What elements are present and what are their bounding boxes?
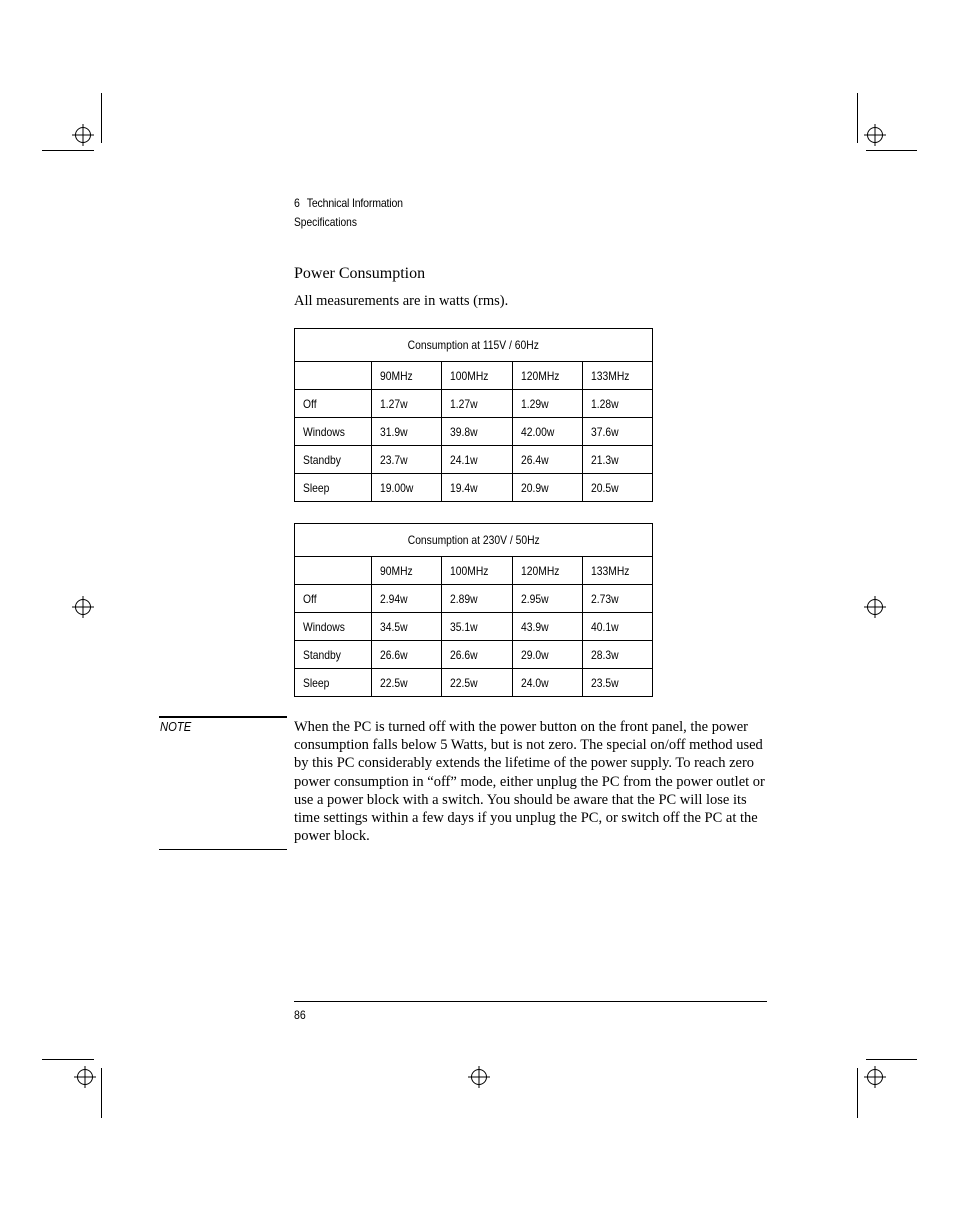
table-cell: 20.9w	[512, 474, 582, 502]
table-cell: 26.4w	[512, 446, 582, 474]
table-row	[295, 474, 653, 502]
note-text: When the PC is turned off with the power button on the front panel, the power consumption falls below 5 Watts, but is not zero. The special on/off method used by this PC considerably extends the lifetime of the power supply. To reach zero power consumption in “off” mode, either unplug the PC from the power outlet or use a power block with a switch. You should be aware that the PC will lose its time settings within a few days if you unplug the PC, or switch off the PC at the power block.	[294, 719, 765, 845]
table-caption: Consumption at 230V / 50Hz	[295, 524, 653, 557]
table-cell: 31.9w	[372, 418, 442, 446]
registration-mark-icon	[864, 1066, 886, 1088]
table-cell: Off	[295, 585, 372, 613]
table-cell: Sleep	[295, 474, 372, 502]
table-cell: 29.0w	[512, 641, 582, 669]
table-caption: Consumption at 115V / 60Hz	[295, 329, 653, 362]
table-cell: 23.5w	[582, 669, 652, 697]
table-cell: Windows	[295, 613, 372, 641]
note-rule-top	[159, 716, 287, 718]
table-cell: Standby	[295, 641, 372, 669]
table-row	[295, 446, 653, 474]
table-cell: 40.1w	[582, 613, 652, 641]
consumption-table-230v	[294, 523, 653, 697]
table-header-cell: 120MHz	[512, 362, 582, 390]
section-subheader: Specifications	[294, 215, 357, 229]
table-cell: 22.5w	[372, 669, 442, 697]
registration-mark-icon	[72, 124, 94, 146]
table-row	[295, 418, 653, 446]
table-cell: 19.00w	[372, 474, 442, 502]
table-cell: 34.5w	[372, 613, 442, 641]
table-cell: 19.4w	[442, 474, 512, 502]
table-header-cell: 120MHz	[512, 557, 582, 585]
table-cell: 37.6w	[582, 418, 652, 446]
table-row	[295, 641, 653, 669]
table-row	[295, 613, 653, 641]
table-cell: 1.27w	[442, 390, 512, 418]
table-cell: 2.73w	[582, 585, 652, 613]
table-cell: 26.6w	[372, 641, 442, 669]
table-header-row	[295, 362, 653, 390]
table-cell: 2.94w	[372, 585, 442, 613]
table-cell: 28.3w	[582, 641, 652, 669]
table-cell: 26.6w	[442, 641, 512, 669]
table-header-cell	[295, 362, 372, 390]
table-cell: Off	[295, 390, 372, 418]
footer-rule	[294, 1001, 767, 1002]
table-cell: 21.3w	[582, 446, 652, 474]
table-cell: 22.5w	[442, 669, 512, 697]
table-header-row	[295, 557, 653, 585]
registration-mark-icon	[864, 596, 886, 618]
page-number: 86	[294, 1008, 306, 1022]
table-cell: 1.28w	[582, 390, 652, 418]
section-title: Power Consumption	[294, 265, 426, 282]
table-header-cell: 100MHz	[442, 557, 512, 585]
table-cell: 42.00w	[512, 418, 582, 446]
consumption-table-115v	[294, 328, 653, 502]
table-header-cell: 100MHz	[442, 362, 512, 390]
table-header-cell: 133MHz	[582, 362, 652, 390]
table-header-cell: 90MHz	[372, 362, 442, 390]
table-cell: Standby	[295, 446, 372, 474]
running-header	[294, 196, 403, 210]
table-cell: Windows	[295, 418, 372, 446]
table-row	[295, 390, 653, 418]
table-row	[295, 585, 653, 613]
table-cell: 35.1w	[442, 613, 512, 641]
chapter-title: Technical Information	[306, 196, 403, 210]
registration-mark-icon	[468, 1066, 490, 1088]
registration-mark-icon	[72, 596, 94, 618]
table-caption-row	[295, 329, 653, 362]
registration-mark-icon	[864, 124, 886, 146]
table-cell: 39.8w	[442, 418, 512, 446]
table-cell: 23.7w	[372, 446, 442, 474]
intro-text: All measurements are in watts (rms).	[294, 293, 509, 309]
table-cell: 24.1w	[442, 446, 512, 474]
table-cell: 20.5w	[582, 474, 652, 502]
table-cell: 1.29w	[512, 390, 582, 418]
table-header-cell: 90MHz	[372, 557, 442, 585]
table-cell: 2.95w	[512, 585, 582, 613]
note-label: NOTE	[160, 720, 192, 734]
table-cell: 2.89w	[442, 585, 512, 613]
note-rule-bottom	[159, 849, 287, 850]
table-row	[295, 669, 653, 697]
table-header-cell: 133MHz	[582, 557, 652, 585]
table-cell: 43.9w	[512, 613, 582, 641]
table-cell: Sleep	[295, 669, 372, 697]
table-caption-row	[295, 524, 653, 557]
table-header-cell	[295, 557, 372, 585]
registration-mark-icon	[74, 1066, 96, 1088]
table-cell: 24.0w	[512, 669, 582, 697]
chapter-number: 6	[294, 196, 300, 210]
table-cell: 1.27w	[372, 390, 442, 418]
